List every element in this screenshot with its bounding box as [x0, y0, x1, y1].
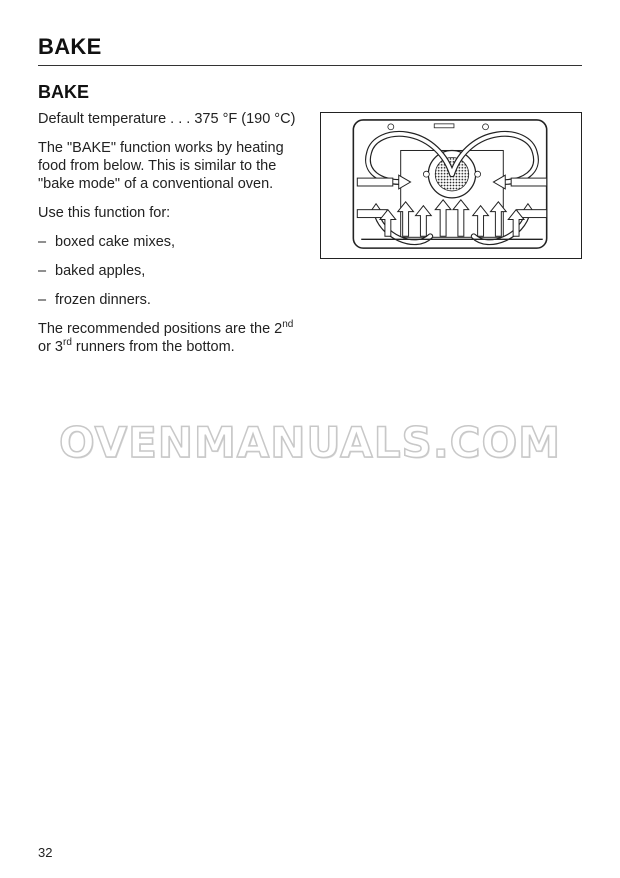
list-item-text: frozen dinners.	[55, 292, 151, 308]
dash-bullet: –	[38, 234, 47, 250]
body-text	[38, 110, 313, 367]
dash-bullet: –	[38, 263, 47, 279]
use-intro: Use this function for:	[38, 205, 171, 221]
runner-recommendation: The recommended positions are the 2nd or 3rd runners from the bottom.	[38, 319, 294, 355]
page-number: 32	[38, 845, 53, 860]
watermark: OVENMANUALS.COM	[59, 418, 561, 467]
list-item	[38, 262, 313, 280]
list-item	[38, 233, 313, 251]
list-item-text: boxed cake mixes,	[55, 234, 176, 250]
list-item-text: baked apples,	[55, 263, 146, 279]
page-title: BAKE	[38, 34, 102, 59]
section-heading: BAKE	[38, 82, 90, 102]
default-temperature: Default temperature . . . 375 °F (190 °C)	[38, 111, 296, 127]
oven-airflow-diagram	[320, 112, 582, 259]
function-description: The "BAKE" function works by heating food from below. This is similar to the "bake mode" of a conventional oven.	[38, 140, 284, 192]
dash-bullet: –	[38, 292, 47, 308]
header-divider	[38, 65, 582, 66]
list-item	[38, 291, 313, 309]
